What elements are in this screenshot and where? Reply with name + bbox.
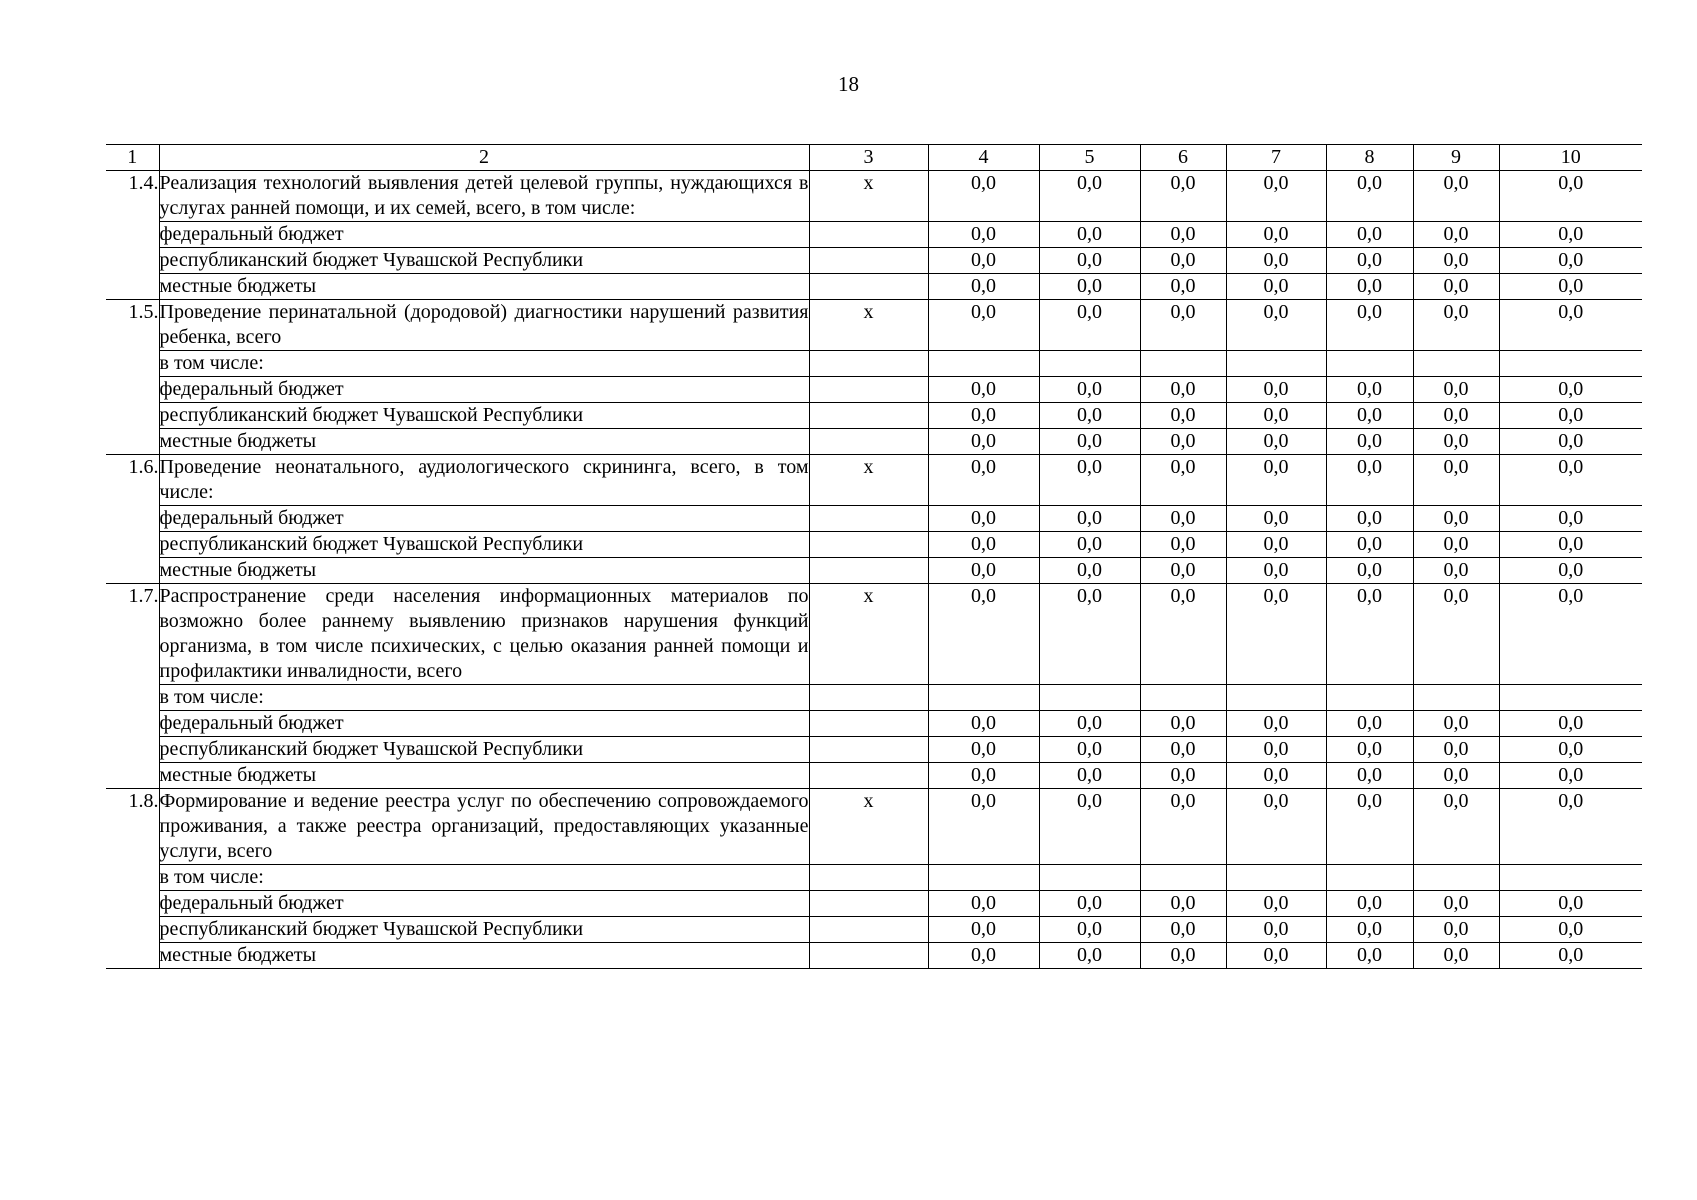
value-cell: 0,0 xyxy=(1226,891,1326,917)
value-cell: 0,0 xyxy=(928,248,1039,274)
value-cell: 0,0 xyxy=(1326,789,1413,865)
empty-cell xyxy=(1140,351,1226,377)
value-cell: 0,0 xyxy=(1140,584,1226,685)
value-cell: 0,0 xyxy=(1413,891,1499,917)
header-cell: 4 xyxy=(928,145,1039,171)
value-cell: 0,0 xyxy=(1499,274,1642,300)
value-cell: 0,0 xyxy=(1413,711,1499,737)
empty-cell xyxy=(1326,685,1413,711)
budget-label: местные бюджеты xyxy=(159,943,809,969)
value-cell: 0,0 xyxy=(1413,763,1499,789)
value-cell: 0,0 xyxy=(1413,455,1499,506)
budget-row xyxy=(106,403,1642,429)
value-cell: 0,0 xyxy=(1499,789,1642,865)
value-cell: 0,0 xyxy=(1326,584,1413,685)
value-cell: 0,0 xyxy=(1039,429,1140,455)
section-mark: x xyxy=(809,455,928,506)
empty-cell xyxy=(1499,685,1642,711)
budget-row xyxy=(106,943,1642,969)
empty-cell xyxy=(809,248,928,274)
value-cell: 0,0 xyxy=(1039,917,1140,943)
value-cell: 0,0 xyxy=(1039,248,1140,274)
budget-row xyxy=(106,711,1642,737)
empty-cell xyxy=(1326,865,1413,891)
value-cell: 0,0 xyxy=(1499,455,1642,506)
header-cell: 8 xyxy=(1326,145,1413,171)
budget-row xyxy=(106,737,1642,763)
value-cell: 0,0 xyxy=(1039,455,1140,506)
section-title: Формирование и ведение реестра услуг по обеспечению сопровождаемого проживания, а также реестра организаций, предоставляющих указанные услуги, всего xyxy=(159,789,809,865)
value-cell: 0,0 xyxy=(1039,171,1140,222)
value-cell: 0,0 xyxy=(1140,506,1226,532)
value-cell: 0,0 xyxy=(1039,943,1140,969)
budget-label: республиканский бюджет Чувашской Республики xyxy=(159,532,809,558)
value-cell: 0,0 xyxy=(1413,506,1499,532)
empty-cell xyxy=(1499,351,1642,377)
value-cell: 0,0 xyxy=(928,584,1039,685)
value-cell: 0,0 xyxy=(928,763,1039,789)
value-cell: 0,0 xyxy=(1499,429,1642,455)
value-cell: 0,0 xyxy=(1499,584,1642,685)
value-cell: 0,0 xyxy=(1226,737,1326,763)
value-cell: 0,0 xyxy=(1140,943,1226,969)
value-cell: 0,0 xyxy=(1413,248,1499,274)
value-cell: 0,0 xyxy=(1140,917,1226,943)
value-cell: 0,0 xyxy=(1413,377,1499,403)
value-cell: 0,0 xyxy=(1226,584,1326,685)
header-cell: 7 xyxy=(1226,145,1326,171)
section-mark: x xyxy=(809,171,928,222)
value-cell: 0,0 xyxy=(928,506,1039,532)
budget-label: республиканский бюджет Чувашской Республики xyxy=(159,248,809,274)
header-cell: 9 xyxy=(1413,145,1499,171)
budget-row xyxy=(106,274,1642,300)
section-mark: x xyxy=(809,789,928,865)
empty-cell xyxy=(1226,351,1326,377)
empty-cell xyxy=(1226,865,1326,891)
value-cell: 0,0 xyxy=(928,558,1039,584)
value-cell: 0,0 xyxy=(1226,403,1326,429)
empty-cell xyxy=(1413,351,1499,377)
value-cell: 0,0 xyxy=(1413,429,1499,455)
empty-cell xyxy=(928,351,1039,377)
budget-row xyxy=(106,222,1642,248)
section-number: 1.4. xyxy=(106,171,159,300)
value-cell: 0,0 xyxy=(1326,455,1413,506)
value-cell: 0,0 xyxy=(928,222,1039,248)
section-row xyxy=(106,171,1642,222)
value-cell: 0,0 xyxy=(1226,532,1326,558)
value-cell: 0,0 xyxy=(1039,789,1140,865)
budget-row xyxy=(106,377,1642,403)
budget-row xyxy=(106,429,1642,455)
budget-label: федеральный бюджет xyxy=(159,222,809,248)
empty-cell xyxy=(809,274,928,300)
value-cell: 0,0 xyxy=(1326,506,1413,532)
section-row xyxy=(106,455,1642,506)
section-row xyxy=(106,789,1642,865)
value-cell: 0,0 xyxy=(1499,171,1642,222)
value-cell: 0,0 xyxy=(1039,300,1140,351)
empty-cell xyxy=(1039,351,1140,377)
empty-cell xyxy=(809,377,928,403)
empty-cell xyxy=(809,222,928,248)
value-cell: 0,0 xyxy=(1226,222,1326,248)
section-title: Проведение перинатальной (дородовой) диагностики нарушений развития ребенка, всего xyxy=(159,300,809,351)
value-cell: 0,0 xyxy=(928,300,1039,351)
value-cell: 0,0 xyxy=(1226,943,1326,969)
value-cell: 0,0 xyxy=(1326,917,1413,943)
header-row xyxy=(106,145,1642,171)
value-cell: 0,0 xyxy=(1226,429,1326,455)
value-cell: 0,0 xyxy=(1226,558,1326,584)
empty-cell xyxy=(809,737,928,763)
budget-row xyxy=(106,532,1642,558)
value-cell: 0,0 xyxy=(1140,891,1226,917)
value-cell: 0,0 xyxy=(1413,300,1499,351)
value-cell: 0,0 xyxy=(1039,506,1140,532)
budget-label: республиканский бюджет Чувашской Республики xyxy=(159,917,809,943)
empty-cell xyxy=(809,917,928,943)
value-cell: 0,0 xyxy=(1499,711,1642,737)
value-cell: 0,0 xyxy=(928,171,1039,222)
value-cell: 0,0 xyxy=(1413,789,1499,865)
value-cell: 0,0 xyxy=(1226,789,1326,865)
section-title: Распространение среди населения информационных материалов по возможно более раннему выявлению признаков нарушения функций организма, в том числе психических, с целью оказания ранней помощи и профилактики инвалидности, всего xyxy=(159,584,809,685)
empty-cell xyxy=(809,558,928,584)
empty-cell xyxy=(809,351,928,377)
value-cell: 0,0 xyxy=(1039,274,1140,300)
value-cell: 0,0 xyxy=(928,891,1039,917)
section-number: 1.6. xyxy=(106,455,159,584)
empty-cell xyxy=(1039,865,1140,891)
budget-label: местные бюджеты xyxy=(159,558,809,584)
empty-cell xyxy=(809,711,928,737)
value-cell: 0,0 xyxy=(1326,943,1413,969)
value-cell: 0,0 xyxy=(1140,377,1226,403)
value-cell: 0,0 xyxy=(1499,558,1642,584)
budget-label: местные бюджеты xyxy=(159,429,809,455)
value-cell: 0,0 xyxy=(1140,455,1226,506)
budget-label: республиканский бюджет Чувашской Республики xyxy=(159,403,809,429)
value-cell: 0,0 xyxy=(1499,943,1642,969)
empty-cell xyxy=(1413,685,1499,711)
value-cell: 0,0 xyxy=(928,532,1039,558)
value-cell: 0,0 xyxy=(1039,377,1140,403)
value-cell: 0,0 xyxy=(1226,711,1326,737)
value-cell: 0,0 xyxy=(1140,429,1226,455)
value-cell: 0,0 xyxy=(1326,891,1413,917)
empty-cell xyxy=(1326,351,1413,377)
value-cell: 0,0 xyxy=(1413,943,1499,969)
value-cell: 0,0 xyxy=(1499,737,1642,763)
value-cell: 0,0 xyxy=(1226,763,1326,789)
section-mark: x xyxy=(809,584,928,685)
value-cell: 0,0 xyxy=(1039,737,1140,763)
empty-cell xyxy=(809,532,928,558)
value-cell: 0,0 xyxy=(1413,532,1499,558)
value-cell: 0,0 xyxy=(1499,300,1642,351)
budget-row xyxy=(106,248,1642,274)
value-cell: 0,0 xyxy=(1413,558,1499,584)
value-cell: 0,0 xyxy=(1140,737,1226,763)
empty-cell xyxy=(1413,865,1499,891)
empty-cell xyxy=(1140,865,1226,891)
value-cell: 0,0 xyxy=(1499,506,1642,532)
subtotal-intro-label: в том числе: xyxy=(159,685,809,711)
subtotal-intro-row xyxy=(106,865,1642,891)
value-cell: 0,0 xyxy=(1039,763,1140,789)
empty-cell xyxy=(928,865,1039,891)
value-cell: 0,0 xyxy=(1499,222,1642,248)
empty-cell xyxy=(1140,685,1226,711)
value-cell: 0,0 xyxy=(1326,248,1413,274)
empty-cell xyxy=(809,943,928,969)
value-cell: 0,0 xyxy=(1499,763,1642,789)
value-cell: 0,0 xyxy=(1499,891,1642,917)
header-cell: 3 xyxy=(809,145,928,171)
value-cell: 0,0 xyxy=(1499,917,1642,943)
value-cell: 0,0 xyxy=(1039,558,1140,584)
value-cell: 0,0 xyxy=(1140,711,1226,737)
value-cell: 0,0 xyxy=(928,711,1039,737)
value-cell: 0,0 xyxy=(1226,248,1326,274)
value-cell: 0,0 xyxy=(1140,274,1226,300)
value-cell: 0,0 xyxy=(1140,558,1226,584)
value-cell: 0,0 xyxy=(1413,403,1499,429)
section-title: Реализация технологий выявления детей целевой группы, нуждающихся в услугах ранней помощи, и их семей, всего, в том числе: xyxy=(159,171,809,222)
value-cell: 0,0 xyxy=(1326,222,1413,248)
subtotal-intro-label: в том числе: xyxy=(159,865,809,891)
empty-cell xyxy=(809,685,928,711)
value-cell: 0,0 xyxy=(1039,222,1140,248)
value-cell: 0,0 xyxy=(1226,171,1326,222)
value-cell: 0,0 xyxy=(1226,377,1326,403)
section-number: 1.5. xyxy=(106,300,159,455)
value-cell: 0,0 xyxy=(1039,891,1140,917)
value-cell: 0,0 xyxy=(1326,532,1413,558)
section-row xyxy=(106,300,1642,351)
subtotal-intro-row xyxy=(106,685,1642,711)
value-cell: 0,0 xyxy=(1140,248,1226,274)
budget-row xyxy=(106,763,1642,789)
budget-label: федеральный бюджет xyxy=(159,891,809,917)
budget-label: местные бюджеты xyxy=(159,763,809,789)
value-cell: 0,0 xyxy=(1140,171,1226,222)
subtotal-intro-row xyxy=(106,351,1642,377)
value-cell: 0,0 xyxy=(1326,558,1413,584)
value-cell: 0,0 xyxy=(928,455,1039,506)
value-cell: 0,0 xyxy=(928,429,1039,455)
budget-row xyxy=(106,891,1642,917)
empty-cell xyxy=(809,865,928,891)
header-cell: 1 xyxy=(106,145,159,171)
value-cell: 0,0 xyxy=(1413,274,1499,300)
value-cell: 0,0 xyxy=(928,737,1039,763)
empty-cell xyxy=(1226,685,1326,711)
value-cell: 0,0 xyxy=(928,917,1039,943)
section-number: 1.8. xyxy=(106,789,159,969)
budget-row xyxy=(106,558,1642,584)
value-cell: 0,0 xyxy=(1226,917,1326,943)
section-number: 1.7. xyxy=(106,584,159,789)
value-cell: 0,0 xyxy=(928,377,1039,403)
empty-cell xyxy=(809,429,928,455)
budget-label: республиканский бюджет Чувашской Республики xyxy=(159,737,809,763)
value-cell: 0,0 xyxy=(1140,532,1226,558)
value-cell: 0,0 xyxy=(1039,711,1140,737)
table-body xyxy=(106,145,1642,969)
empty-cell xyxy=(809,403,928,429)
empty-cell xyxy=(809,506,928,532)
value-cell: 0,0 xyxy=(1326,300,1413,351)
value-cell: 0,0 xyxy=(1226,274,1326,300)
empty-cell xyxy=(928,685,1039,711)
value-cell: 0,0 xyxy=(1140,763,1226,789)
value-cell: 0,0 xyxy=(1326,737,1413,763)
budget-label: федеральный бюджет xyxy=(159,711,809,737)
value-cell: 0,0 xyxy=(1326,171,1413,222)
value-cell: 0,0 xyxy=(1413,171,1499,222)
header-cell: 10 xyxy=(1499,145,1642,171)
header-cell: 2 xyxy=(159,145,809,171)
empty-cell xyxy=(809,763,928,789)
value-cell: 0,0 xyxy=(1226,506,1326,532)
budget-row xyxy=(106,506,1642,532)
value-cell: 0,0 xyxy=(1326,429,1413,455)
page-number: 18 xyxy=(838,72,859,96)
section-mark: x xyxy=(809,300,928,351)
value-cell: 0,0 xyxy=(1413,917,1499,943)
value-cell: 0,0 xyxy=(1039,532,1140,558)
section-row xyxy=(106,584,1642,685)
value-cell: 0,0 xyxy=(1413,737,1499,763)
value-cell: 0,0 xyxy=(1140,222,1226,248)
value-cell: 0,0 xyxy=(928,403,1039,429)
value-cell: 0,0 xyxy=(1413,584,1499,685)
section-title: Проведение неонатального, аудиологического скрининга, всего, в том числе: xyxy=(159,455,809,506)
budget-table xyxy=(106,144,1642,969)
empty-cell xyxy=(1499,865,1642,891)
value-cell: 0,0 xyxy=(1499,377,1642,403)
value-cell: 0,0 xyxy=(1140,789,1226,865)
value-cell: 0,0 xyxy=(928,789,1039,865)
value-cell: 0,0 xyxy=(1039,403,1140,429)
value-cell: 0,0 xyxy=(1413,222,1499,248)
value-cell: 0,0 xyxy=(1326,274,1413,300)
value-cell: 0,0 xyxy=(1326,711,1413,737)
header-cell: 6 xyxy=(1140,145,1226,171)
budget-label: федеральный бюджет xyxy=(159,377,809,403)
value-cell: 0,0 xyxy=(1039,584,1140,685)
value-cell: 0,0 xyxy=(928,274,1039,300)
value-cell: 0,0 xyxy=(928,943,1039,969)
empty-cell xyxy=(809,891,928,917)
subtotal-intro-label: в том числе: xyxy=(159,351,809,377)
value-cell: 0,0 xyxy=(1326,377,1413,403)
header-cell: 5 xyxy=(1039,145,1140,171)
value-cell: 0,0 xyxy=(1140,403,1226,429)
value-cell: 0,0 xyxy=(1499,532,1642,558)
value-cell: 0,0 xyxy=(1226,455,1326,506)
value-cell: 0,0 xyxy=(1326,763,1413,789)
value-cell: 0,0 xyxy=(1326,403,1413,429)
value-cell: 0,0 xyxy=(1140,300,1226,351)
value-cell: 0,0 xyxy=(1499,403,1642,429)
value-cell: 0,0 xyxy=(1499,248,1642,274)
budget-row xyxy=(106,917,1642,943)
empty-cell xyxy=(1039,685,1140,711)
value-cell: 0,0 xyxy=(1226,300,1326,351)
budget-label: федеральный бюджет xyxy=(159,506,809,532)
budget-label: местные бюджеты xyxy=(159,274,809,300)
